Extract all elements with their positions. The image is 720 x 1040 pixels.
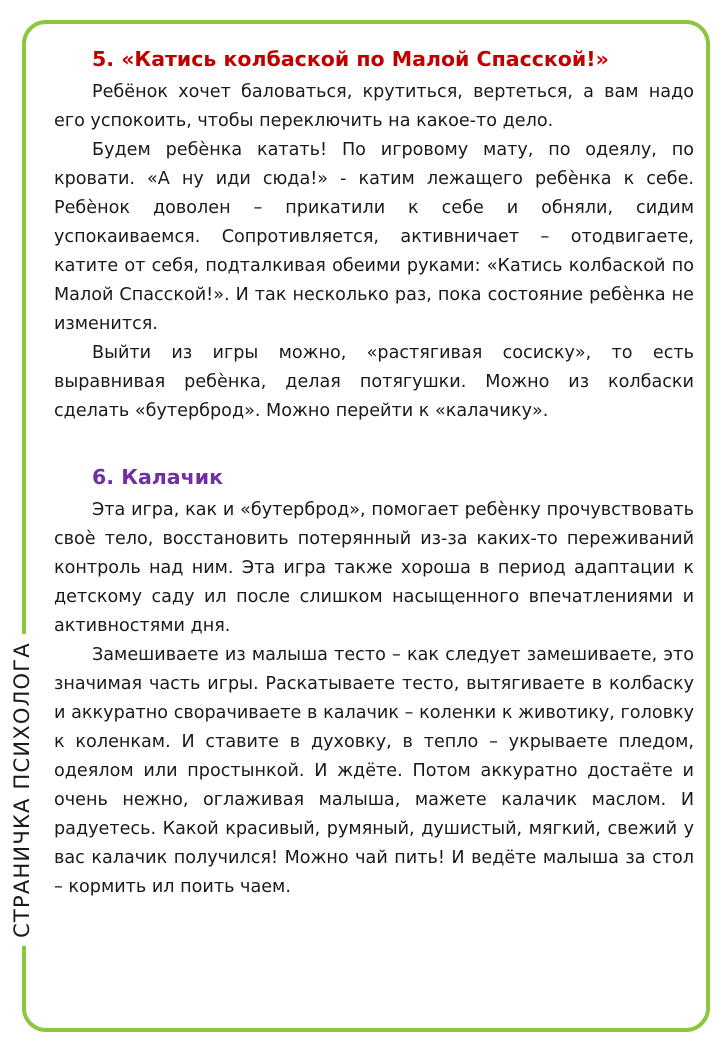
section-kalachik-game bbox=[54, 462, 694, 902]
section-sausage-game bbox=[54, 44, 694, 426]
paragraph: Выйти из игры можно, «растягивая сосиску», то есть выравнивая ребѐнка, делая потягушки. Можно из колбаски сделать «бутерброд». Можно перейти к «калачику». bbox=[54, 343, 694, 421]
section-title: 6. Калачик bbox=[92, 465, 223, 489]
article-content bbox=[54, 44, 694, 902]
paragraph: Эта игра, как и «бутерброд», помогает ребѐнку прочувствовать своѐ тело, восстановить потерянный из-за каких-то переживаний контроль над ним. Эта игра также хороша в период адаптации к детскому саду ил после слишком насыщенного впечатлениями и активностями дня. bbox=[54, 500, 694, 636]
paragraph: Ребёнок хочет баловаться, крутиться, вертеться, а вам надо его успокоить, чтобы переключить на какое-то дело. bbox=[54, 82, 694, 131]
section-title: 5. «Катись колбаской по Малой Спасской!» bbox=[92, 47, 609, 71]
paragraph: Будем ребѐнка катать! По игровому мату, по одеялу, по кровати. «А ну иди сюда!» - катим лежащего ребѐнка к себе. Ребѐнок доволен – прикатили к себе и обняли, сидим успокаиваемся. Сопротивляется, активничает – отодвигаете, катите от себя, подталкивая обеими руками: «Катись колбаской по Малой Спасской!». И так несколько раз, пока состояние ребѐнка не изменится. bbox=[54, 140, 694, 334]
paragraph: Замешиваете из малыша тесто – как следует замешиваете, это значимая часть игры. Раскатываете тесто, вытягиваете в колбаску и аккуратно сворачиваете в калачик – коленки к животику, головку к коленкам. И ставите в духовку, в тепло – укрываете пледом, одеялом или простынкой. И ждёте. Потом аккуратно достаёте и очень нежно, оглаживая малыша, мажете калачик маслом. И радуетесь. Какой красивый, румяный, душистый, мягкий, свежий у вас калачик получился! Можно чай пить! И ведёте малыша за стол – кормить ил поить чаем. bbox=[54, 645, 694, 897]
side-label-text: СТРАНИЧКА ПСИХОЛОГА bbox=[10, 634, 34, 946]
